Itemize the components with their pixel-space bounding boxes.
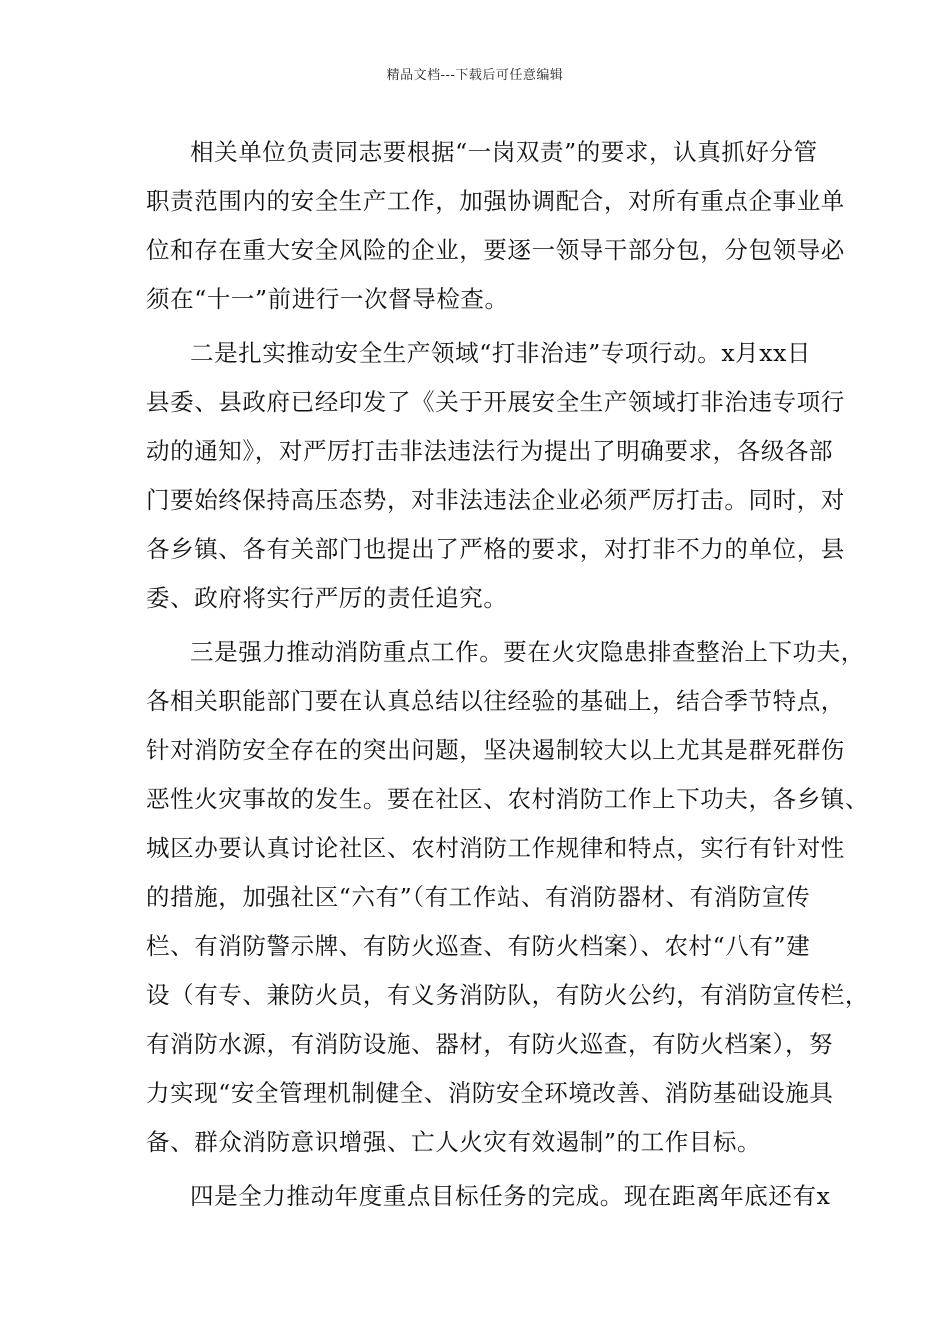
text-line: 职责范围内的安全生产工作，加强协调配合，对所有重点企事业单 bbox=[146, 187, 845, 215]
document-body bbox=[146, 128, 869, 1221]
text-line: 有消防水源，有消防设施、器材，有防火巡查，有防火档案），努 bbox=[146, 1030, 834, 1058]
text-line: 位和存在重大安全风险的企业，要逐一领导干部分包，分包领导必 bbox=[146, 236, 845, 264]
text-line: 门要始终保持高压态势，对非法违法企业必须严厉打击。同时，对 bbox=[146, 486, 845, 514]
text-line: 相关单位负责同志要根据“一岗双责”的要求，认真抓好分管 bbox=[190, 138, 818, 166]
text-line: 动的通知》，对严厉打击非法违法行为提出了明确要求，各级各部 bbox=[146, 437, 834, 465]
text-line: 备、群众消防意识增强、亡人火灾有效遏制”的工作目标。 bbox=[146, 1128, 762, 1156]
text-line: 设（有专、兼防火员，有义务消防队，有防火公约，有消防宣传栏， bbox=[146, 981, 869, 1009]
text-line: 各乡镇、各有关部门也提出了严格的要求，对打非不力的单位，县 bbox=[146, 535, 845, 563]
paragraph-1 bbox=[146, 128, 845, 324]
paragraph-4 bbox=[146, 1172, 836, 1221]
text-line: 四是全力推动年度重点目标任务的完成。现在距离年底还有x bbox=[190, 1182, 831, 1210]
text-line: 委、政府将实行严厉的责任追究。 bbox=[146, 584, 508, 612]
paragraph-2 bbox=[146, 329, 845, 623]
text-line: 须在“十一”前进行一次督导检查。 bbox=[146, 285, 509, 313]
text-line: 各相关职能部门要在认真总结以往经验的基础上，结合季节特点， bbox=[146, 687, 845, 715]
text-line: 三是强力推动消防重点工作。要在火灾隐患排查整治上下功夫， bbox=[190, 638, 865, 666]
text-line: 针对消防安全存在的突出问题，坚决遏制较大以上尤其是群死群伤 bbox=[146, 736, 845, 764]
page-header: 精品文档---下载后可任意编辑 bbox=[386, 68, 564, 83]
text-line: 城区办要认真讨论社区、农村消防工作规律和特点，实行有针对性 bbox=[146, 834, 845, 862]
text-line: 的措施，加强社区“六有”（有工作站、有消防器材、有消防宣传 bbox=[146, 883, 811, 911]
text-line: 力实现“安全管理机制健全、消防安全环境改善、消防基础设施具 bbox=[146, 1079, 834, 1107]
text-line: 恶性火灾事故的发生。要在社区、农村消防工作上下功夫，各乡镇、 bbox=[146, 785, 869, 813]
text-line: 二是扎实推动安全生产领域“打非治违”专项行动。x月xx日 bbox=[190, 339, 812, 367]
text-line: 县委、县政府已经印发了《关于开展安全生产领域打非治违专项行 bbox=[146, 388, 845, 416]
text-line: 栏、有消防警示牌、有防火巡查、有防火档案）、农村“八有”建 bbox=[146, 932, 811, 960]
paragraph-3 bbox=[146, 628, 869, 1167]
